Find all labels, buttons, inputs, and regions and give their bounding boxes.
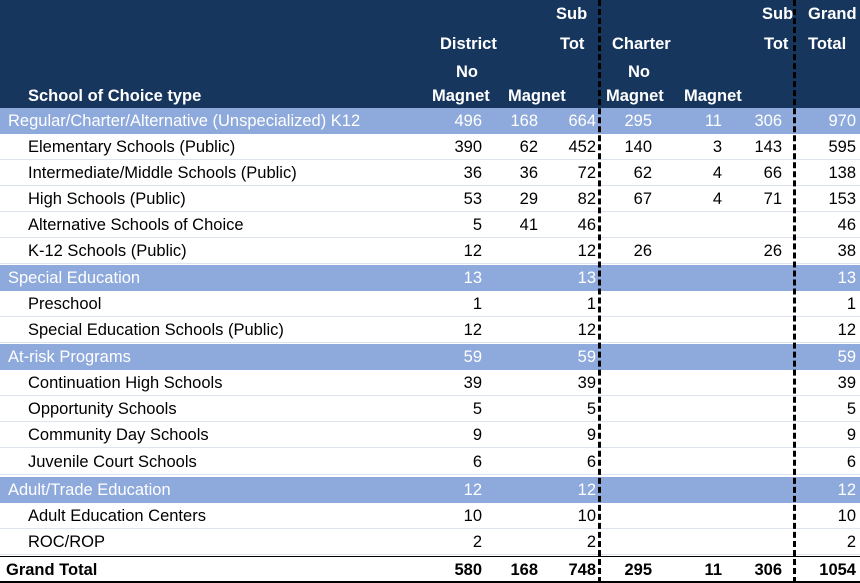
district-subtotal-cell: 748 (568, 561, 596, 579)
charter-nomagnet-cell (616, 370, 652, 396)
grand-total-cell: 39 (837, 374, 856, 392)
district-magnet-cell (488, 529, 538, 555)
table-row (0, 449, 860, 475)
district-nomagnet-header-line2: Magnet (432, 87, 490, 105)
district-nomagnet-cell: 9 (472, 426, 482, 444)
grand-total-cell: 12 (837, 481, 856, 499)
charter-subtotal-cell (724, 265, 782, 291)
district-subtotal-cell: 9 (586, 426, 596, 444)
district-subtotal-cell: 2 (586, 533, 596, 551)
charter-subtotal-cell (724, 477, 782, 503)
grand-total-cell: 13 (837, 269, 856, 287)
district-nomagnet-cell: 390 (454, 138, 482, 156)
table-row (0, 291, 860, 317)
district-magnet-cell (488, 396, 538, 422)
charter-magnet-header: Magnet (684, 87, 742, 105)
district-subtotal-cell: 6 (586, 453, 596, 471)
grand-total-cell: 6 (846, 453, 856, 471)
district-subtotal-header-line2: Tot (560, 35, 585, 53)
district-subtotal-cell: 46 (577, 216, 596, 234)
table-row (0, 134, 860, 160)
table-row (0, 160, 860, 186)
row-label: Preschool (28, 295, 102, 313)
district-nomagnet-cell: 5 (472, 400, 482, 418)
district-magnet-cell (488, 265, 538, 291)
grand-total-cell: 12 (837, 321, 856, 339)
table-row (0, 212, 860, 238)
row-label: Adult/Trade Education (8, 481, 171, 499)
row-label: Grand Total (6, 561, 98, 579)
table-row (0, 422, 860, 448)
district-magnet-cell (488, 370, 538, 396)
district-nomagnet-cell: 10 (463, 507, 482, 525)
charter-magnet-cell (682, 422, 722, 448)
district-nomagnet-cell: 39 (463, 374, 482, 392)
charter-nomagnet-cell (616, 396, 652, 422)
charter-nomagnet-cell (616, 422, 652, 448)
table-row (0, 370, 860, 396)
table-row (0, 186, 860, 212)
table-row (0, 108, 860, 134)
charter-nomagnet-cell: 295 (624, 561, 652, 579)
district-nomagnet-cell: 496 (454, 112, 482, 130)
charter-nomagnet-cell (616, 344, 652, 370)
district-header: District (440, 35, 497, 53)
table-row (0, 477, 860, 503)
grand-total-cell: 46 (837, 216, 856, 234)
charter-subtotal-cell (724, 396, 782, 422)
charter-subtotal-header-line1: Sub (762, 5, 794, 23)
grand-total-cell: 138 (828, 164, 856, 182)
charter-magnet-cell: 4 (712, 164, 722, 182)
district-magnet-cell: 168 (510, 561, 538, 579)
charter-nomagnet-cell (616, 449, 652, 475)
charter-subtotal-cell: 71 (763, 190, 782, 208)
charter-subtotal-cell: 306 (754, 561, 782, 579)
row-label: Continuation High Schools (28, 374, 223, 392)
table-row (0, 238, 860, 264)
charter-nomagnet-cell (616, 529, 652, 555)
charter-nomagnet-header-line1: No (628, 63, 650, 81)
grand-total-row (0, 556, 860, 583)
district-magnet-cell (488, 238, 538, 264)
district-nomagnet-cell: 6 (472, 453, 482, 471)
grand-total-cell: 153 (828, 190, 856, 208)
district-magnet-cell (488, 422, 538, 448)
charter-nomagnet-cell: 62 (633, 164, 652, 182)
charter-nomagnet-cell (616, 291, 652, 317)
grand-total-cell: 10 (837, 507, 856, 525)
row-label: K-12 Schools (Public) (28, 242, 187, 260)
district-subtotal-cell: 452 (568, 138, 596, 156)
row-label: Opportunity Schools (28, 400, 177, 418)
charter-nomagnet-header-line2: Magnet (606, 87, 664, 105)
charter-subtotal-cell (724, 370, 782, 396)
district-nomagnet-cell: 12 (463, 481, 482, 499)
row-label: At-risk Programs (8, 348, 131, 366)
district-nomagnet-header-line1: No (456, 63, 478, 81)
charter-magnet-cell (682, 503, 722, 529)
district-subtotal-cell: 12 (577, 242, 596, 260)
row-label: Adult Education Centers (28, 507, 206, 525)
charter-subtotal-cell (724, 422, 782, 448)
district-magnet-cell: 29 (519, 190, 538, 208)
charter-magnet-cell (682, 291, 722, 317)
district-subtotal-cell: 13 (577, 269, 596, 287)
charter-subtotal-cell: 306 (754, 112, 782, 130)
district-magnet-cell (488, 344, 538, 370)
grand-total-cell: 9 (846, 426, 856, 444)
charter-magnet-cell (682, 477, 722, 503)
charter-nomagnet-cell (616, 212, 652, 238)
district-magnet-cell: 36 (519, 164, 538, 182)
row-label: Juvenile Court Schools (28, 453, 197, 471)
district-subtotal-cell: 12 (577, 481, 596, 499)
charter-magnet-cell: 3 (712, 138, 722, 156)
charter-subtotal-cell (724, 317, 782, 343)
charter-nomagnet-cell: 295 (624, 112, 652, 130)
table-header (0, 0, 860, 108)
charter-subtotal-cell (724, 503, 782, 529)
table-row (0, 317, 860, 343)
grand-total-cell: 970 (828, 112, 856, 130)
charter-subtotal-cell (724, 212, 782, 238)
charter-subtotal-cell: 66 (763, 164, 782, 182)
district-nomagnet-cell: 5 (472, 216, 482, 234)
charter-subtotal-cell (724, 529, 782, 555)
charter-magnet-cell (682, 449, 722, 475)
grand-total-header-line1: Grand (808, 5, 857, 23)
charter-nomagnet-cell (616, 503, 652, 529)
charter-nomagnet-cell: 26 (633, 242, 652, 260)
charter-magnet-cell: 11 (704, 561, 722, 579)
school-type-header: School of Choice type (28, 87, 202, 105)
district-magnet-cell (488, 449, 538, 475)
district-magnet-cell (488, 291, 538, 317)
charter-magnet-cell (682, 212, 722, 238)
charter-magnet-cell (682, 344, 722, 370)
table-row (0, 265, 860, 291)
table-row (0, 503, 860, 529)
district-subtotal-cell: 39 (577, 374, 596, 392)
district-nomagnet-cell: 1 (472, 295, 482, 313)
row-label: ROC/ROP (28, 533, 106, 551)
district-nomagnet-cell: 12 (463, 321, 482, 339)
district-magnet-cell: 41 (519, 216, 538, 234)
table-row (0, 396, 860, 422)
charter-nomagnet-cell: 67 (633, 190, 652, 208)
row-label: Community Day Schools (28, 426, 209, 444)
charter-nomagnet-cell (616, 477, 652, 503)
district-subtotal-cell: 59 (577, 348, 596, 366)
charter-grand-divider (793, 0, 796, 583)
district-subtotal-cell: 1 (586, 295, 596, 313)
district-subtotal-cell: 664 (568, 112, 596, 130)
district-nomagnet-cell: 59 (463, 348, 482, 366)
charter-header: Charter (612, 35, 671, 53)
district-subtotal-cell: 12 (577, 321, 596, 339)
district-nomagnet-cell: 580 (454, 561, 482, 579)
district-subtotal-header-line1: Sub (556, 5, 588, 23)
row-label: High Schools (Public) (28, 190, 186, 208)
charter-magnet-cell: 11 (704, 112, 722, 130)
district-magnet-header: Magnet (508, 87, 566, 105)
grand-total-cell: 595 (828, 138, 856, 156)
district-subtotal-cell: 10 (577, 507, 596, 525)
row-label: Alternative Schools of Choice (28, 216, 244, 234)
charter-magnet-cell (682, 317, 722, 343)
grand-total-header-line2: Total (808, 35, 847, 53)
charter-nomagnet-cell (616, 317, 652, 343)
district-nomagnet-cell: 53 (463, 190, 482, 208)
district-subtotal-cell: 82 (577, 190, 596, 208)
row-label: Special Education Schools (Public) (28, 321, 284, 339)
row-label: Intermediate/Middle Schools (Public) (28, 164, 297, 182)
district-nomagnet-cell: 12 (463, 242, 482, 260)
grand-total-cell: 2 (846, 533, 856, 551)
charter-subtotal-cell (724, 291, 782, 317)
grand-total-cell: 1 (846, 295, 856, 313)
district-nomagnet-cell: 13 (463, 269, 482, 287)
table-row (0, 344, 860, 370)
district-magnet-cell: 168 (510, 112, 538, 130)
charter-magnet-cell (682, 396, 722, 422)
charter-magnet-cell: 4 (712, 190, 722, 208)
district-magnet-cell: 62 (519, 138, 538, 156)
charter-nomagnet-cell: 140 (624, 138, 652, 156)
charter-subtotal-cell (724, 449, 782, 475)
grand-total-cell: 38 (837, 242, 856, 260)
district-nomagnet-cell: 2 (472, 533, 482, 551)
charter-magnet-cell (682, 238, 722, 264)
charter-subtotal-cell: 143 (754, 138, 782, 156)
charter-magnet-cell (682, 265, 722, 291)
grand-total-cell: 1054 (819, 561, 856, 579)
charter-subtotal-header-line2: Tot (764, 35, 789, 53)
district-nomagnet-cell: 36 (463, 164, 482, 182)
charter-nomagnet-cell (616, 265, 652, 291)
grand-total-cell: 59 (837, 348, 856, 366)
district-magnet-cell (488, 317, 538, 343)
district-subtotal-cell: 72 (577, 164, 596, 182)
charter-subtotal-cell (724, 344, 782, 370)
district-magnet-cell (488, 477, 538, 503)
row-label: Regular/Charter/Alternative (Unspecialized) K12 (8, 112, 361, 130)
district-magnet-cell (488, 503, 538, 529)
row-label: Elementary Schools (Public) (28, 138, 236, 156)
charter-magnet-cell (682, 529, 722, 555)
row-label: Special Education (8, 269, 141, 287)
district-subtotal-cell: 5 (586, 400, 596, 418)
charter-subtotal-cell: 26 (763, 242, 782, 260)
district-charter-divider (598, 0, 601, 583)
grand-total-cell: 5 (846, 400, 856, 418)
charter-magnet-cell (682, 370, 722, 396)
table-row (0, 529, 860, 555)
